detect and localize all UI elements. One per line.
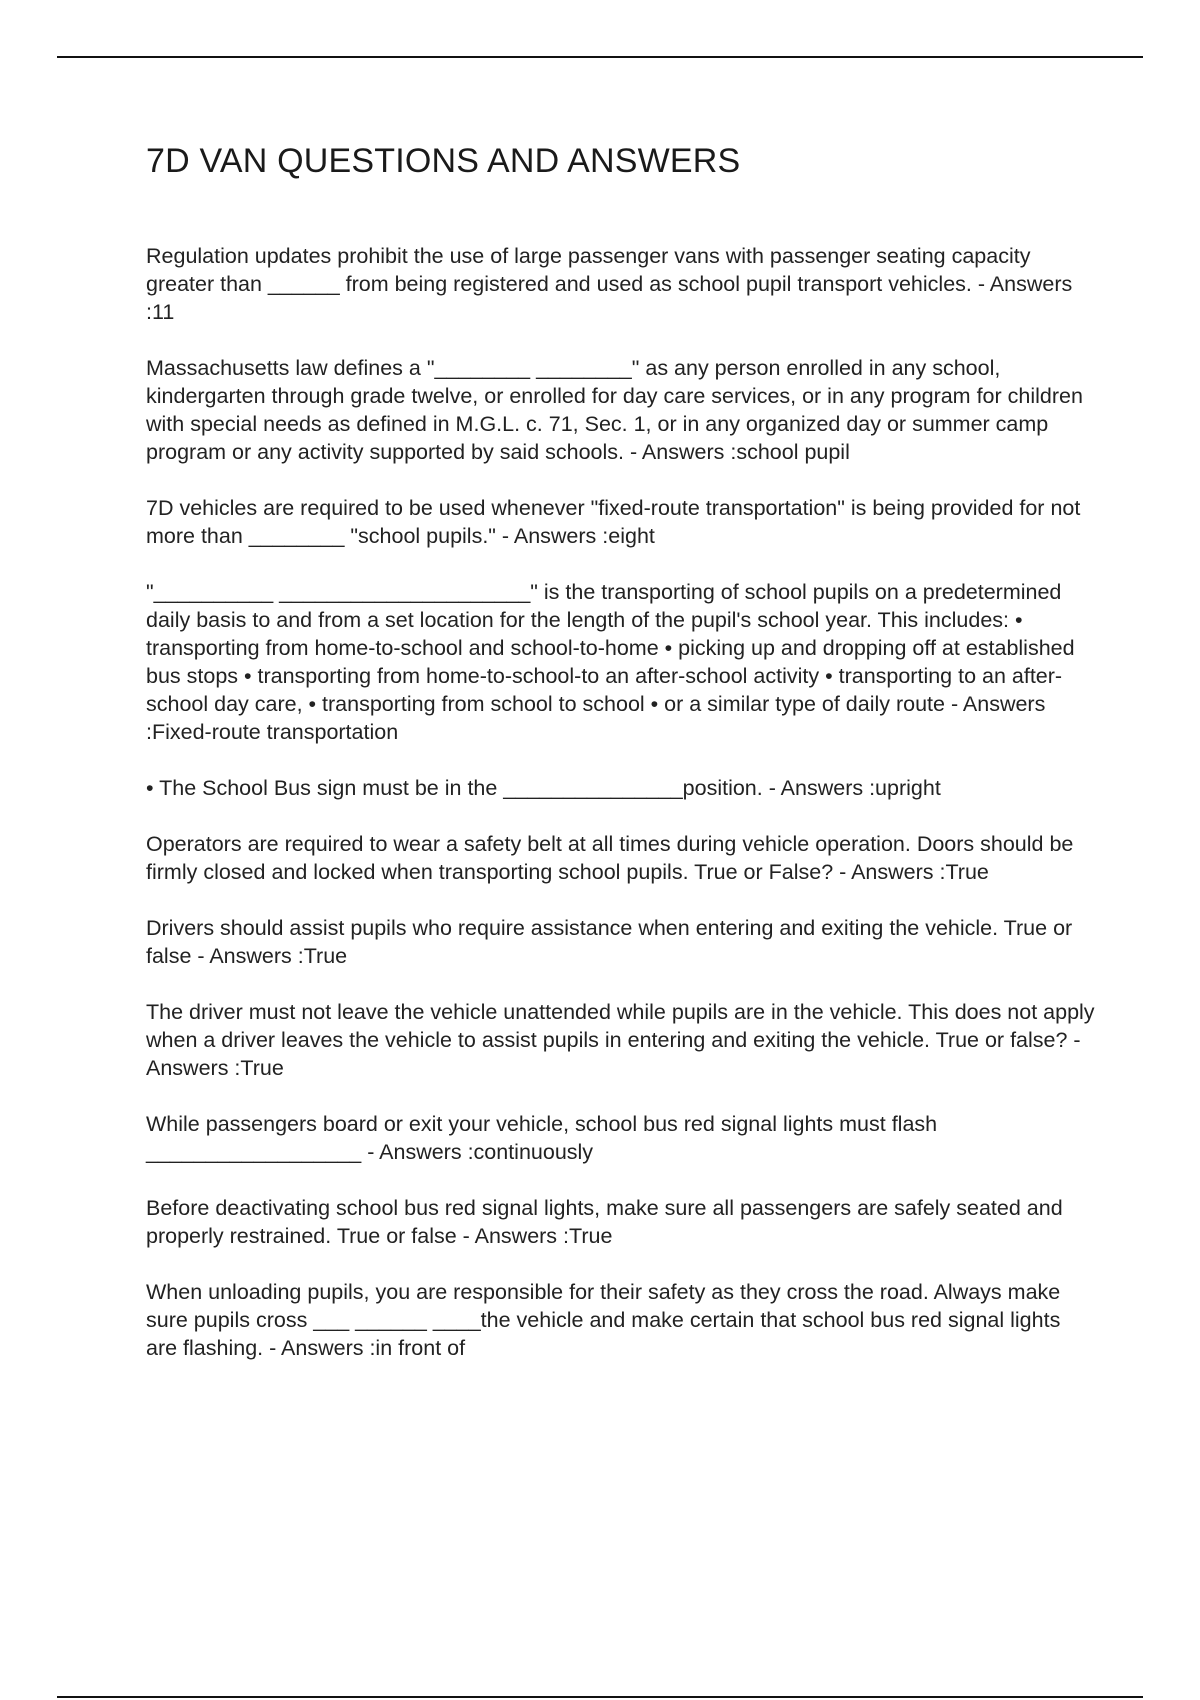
- qa-item-9: While passengers board or exit your vehicle, school bus red signal lights must flash __________________ - Answers :continuously: [146, 1112, 938, 1164]
- page-title: 7D VAN QUESTIONS AND ANSWERS: [146, 142, 741, 180]
- top-divider: [57, 56, 1143, 58]
- qa-item-7: Drivers should assist pupils who require assistance when entering and exiting the vehicle. True or false - Answers :True: [146, 916, 1073, 968]
- qa-item-4: "__________ _____________________" is the transporting of school pupils on a predetermined daily basis to and from a set location for the length of the pupil's school year. This includes: • transporting from home-to-school and school-to-home • picking up and dropping off at established bus stops • transporting from home-to-school-to an after-school activity • transporting to an after-school day care, • transporting from school to school • or a similar type of daily route - Answers :Fixed-route transportation: [146, 580, 1075, 744]
- qa-item-6: Operators are required to wear a safety belt at all times during vehicle operation. Doors should be firmly closed and locked when transporting school pupils. True or False? - Answers :True: [146, 832, 1074, 884]
- qa-item-11: When unloading pupils, you are responsible for their safety as they cross the road. Always make sure pupils cross ___ ______ ____the vehicle and make certain that school bus red signal lights are flashing. - Answers :in front of: [146, 1280, 1061, 1360]
- qa-list: [146, 242, 1096, 1390]
- qa-item-1: Regulation updates prohibit the use of large passenger vans with passenger seating capacity greater than ______ from being registered and used as school pupil transport vehicles. - Answers :11: [146, 244, 1073, 324]
- qa-item-5: • The School Bus sign must be in the _______________position. - Answers :upright: [146, 776, 941, 800]
- qa-item-2: Massachusetts law defines a "________ ________" as any person enrolled in any school, kindergarten through grade twelve, or enrolled for day care services, or in any program for children with special needs as defined in M.G.L. c. 71, Sec. 1, or in any organized day or summer camp program or any activity supported by said schools. - Answers :school pupil: [146, 356, 1083, 464]
- bottom-divider: [57, 1696, 1143, 1698]
- qa-item-3: 7D vehicles are required to be used whenever "fixed-route transportation" is being provided for not more than ________ "school pupils." - Answers :eight: [146, 496, 1081, 548]
- qa-item-8: The driver must not leave the vehicle unattended while pupils are in the vehicle. This does not apply when a driver leaves the vehicle to assist pupils in entering and exiting the vehicle. True or false? - Answers :True: [146, 1000, 1095, 1080]
- qa-item-10: Before deactivating school bus red signal lights, make sure all passengers are safely seated and properly restrained. True or false - Answers :True: [146, 1196, 1063, 1248]
